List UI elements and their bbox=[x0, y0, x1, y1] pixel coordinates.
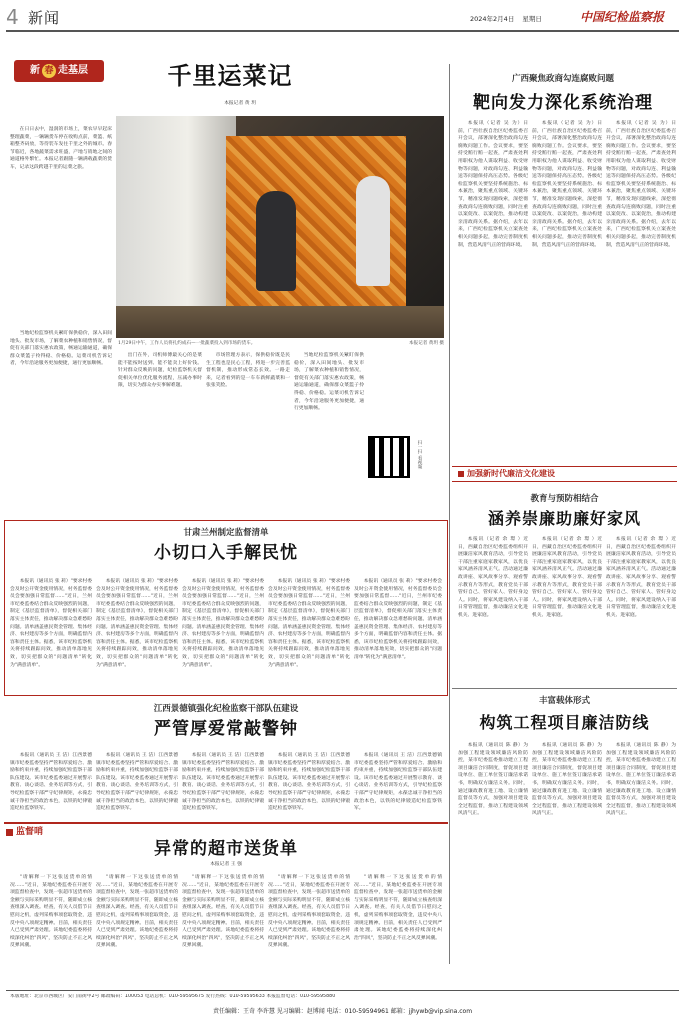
footer-rule bbox=[6, 990, 679, 991]
supervision-col3-text: "请解释一下这张送货单的情况……"近日，某地纪委监委在开展专项监督检查中，发现一张超市送货单的金额与实际采购明显不符，随即成立核查组深入调查。经查，有关人员借节日慰问之机，虚列采购事项套取资金，违反中央八项规定精神。目前，相关责任人已受到严肃处理。该地纪委监委将持续深化纠治"四风"，坚决防止不正之风反弹回潮。 bbox=[182, 875, 264, 949]
right1-kicker: 广西聚焦政商勾连腐败问题 bbox=[511, 74, 614, 84]
supervision-col2 bbox=[96, 874, 178, 972]
lead-col1-text: 在日日去中，湿润的市场上，菜农早早起床整理蔬菜，一辆辆货车停在收购点前，菜篮、纸箱整齐码放，等待装车发往千里之外的城市。春节临近，各地蔬菜需求旺盛，产地与销地之间的通道格外繁忙。本报记者跟随一辆满载蔬菜的货车，记录这段跨越千里的运菜之旅。 bbox=[10, 127, 112, 170]
jiangxi-col5 bbox=[354, 752, 442, 816]
gansu-col2-text: 本报讯（通讯员 张 莉）"要求村委会及时公开资金使用情况，村务监督委员会要加强日常监督……"近日，兰州市纪委监委结合群众反映强烈的问题，制定《基层监督清单》，督促相关部门落实主体责任，推动解决群众急难愁盼问题。清单涵盖惠民资金管理、集体经济、农村建房等多个方面，明确监督内容和责任主体。据悉，该市纪检监察机关将持续跟踪问效，推动清单落地见效，切实把群众的"问题清单"转化为"满意清单"。 bbox=[96, 579, 178, 668]
jiangxi-col1-text: 本报讯（通讯员 王 洁）江西景德镇市纪委监委坚持严管和厚爱结合、激励和约束并重，持续加强纪检监察干部队伍建设。该市纪委监委通过开展警示教育、谈心谈话、业务培训等方式，引导纪检监察干部严守纪律规矩，永葆忠诚干净担当的政治本色，以铁的纪律锻造纪检监察铁军。 bbox=[10, 753, 92, 812]
badge-right: 走基层 bbox=[58, 65, 88, 77]
banner-square-icon bbox=[458, 471, 464, 477]
lead-col1 bbox=[10, 126, 112, 326]
lead-col2-text: 出门在外，司机师傅最关心的是菜能不能按时送到、能不能卖上好价钱。针对群众反映的问题，纪检监察机关督促相关单位优化服务流程，压减办事时限，切实为群众办实事解难题。 bbox=[118, 353, 202, 389]
gansu-col5-text: 本报讯（通讯员 张 莉）"要求村委会及时公开资金使用情况，村务监督委员会要加强日常监督……"近日，兰州市纪委监委结合群众反映强烈的问题，制定《基层监督清单》，督促相关部门落实主体责任，推动解决群众急难愁盼问题。清单涵盖惠民资金管理、集体经济、农村建房等多个方面，明确监督内容和责任主体。据悉，该市纪检监察机关将持续跟踪问效，推动清单落地见效，切实把群众的"问题清单"转化为"满意清单"。 bbox=[354, 579, 442, 660]
lead-col4 bbox=[294, 352, 364, 517]
lead-byline: 本报记者 黄 玥 bbox=[224, 101, 256, 106]
lead-col3 bbox=[206, 352, 290, 517]
gansu-title: 小切口入手解民忧 bbox=[154, 543, 298, 563]
gansu-col1 bbox=[10, 578, 92, 690]
jiangxi-col5-text: 本报讯（通讯员 王 洁）江西景德镇市纪委监委坚持严管和厚爱结合、激励和约束并重，持续加强纪检监察干部队伍建设。该市纪委监委通过开展警示教育、谈心谈话、业务培训等方式，引导纪检监察干部严守纪律规矩，永葆忠诚干净担当的政治本色，以铁的纪律锻造纪检监察铁军。 bbox=[354, 753, 442, 812]
supervision-col1 bbox=[10, 874, 92, 972]
page-number: 4 bbox=[6, 5, 19, 29]
lead-col3-text: 市场管理方表示，保供稳价既是民生工程也是民心工程，将进一步完善监督机制，推动形成常态长效。一路走来，记者看到的是一车车新鲜蔬菜和一张张笑脸。 bbox=[206, 353, 290, 389]
right3-kicker: 丰富载体形式 bbox=[538, 696, 590, 706]
gansu-col4-text: 本报讯（通讯员 张 莉）"要求村委会及时公开资金使用情况，村务监督委员会要加强日常监督……"近日，兰州市纪委监委结合群众反映强烈的问题，制定《基层监督清单》，督促相关部门落实主体责任，推动解决群众急难愁盼问题。清单涵盖惠民资金管理、集体经济、农村建房等多个方面，明确监督内容和责任主体。据悉，该市纪检监察机关将持续跟踪问效，推动清单落地见效，切实把群众的"问题清单"转化为"满意清单"。 bbox=[268, 579, 350, 668]
photo-caption: 1月29日中午，工作人员将扎约成石—一批蔬菜投入到市场的货车。 bbox=[118, 341, 256, 346]
supervision-col4-text: "请解释一下这张送货单的情况……"近日，某地纪委监委在开展专项监督检查中，发现一张超市送货单的金额与实际采购明显不符，随即成立核查组深入调查。经查，有关人员借节日慰问之机，虚列采购事项套取资金，违反中央八项规定精神。目前，相关责任人已受到严肃处理。该地纪委监委将持续深化纠治"四风"，坚决防止不正之风反弹回潮。 bbox=[268, 875, 350, 949]
right1-col1-text: 本报讯（记者 吴 为）日前，广西壮族自治区纪委监委召开会议，部署深化整治政商勾连腐败问题工作。会议要求，要坚持受贿行贿一起查，严肃查处利用职权为他人谋取利益、收受财物等问题，对政商勾连、利益输送等问题保持高压态势。各级纪检监察机关要坚持系统施治、标本兼治，聚焦重点领域、关键环节，精准发现问题线索，深挖彻查政商勾连腐败问题，同时注重以案促改、以案促治，推动构建亲清政商关系。据介绍，去年以来，广西纪检监察机关立案查处相关问题多起，推动完善制度机制，营造风清气正的营商环境。 bbox=[458, 121, 528, 248]
right1-col1 bbox=[458, 120, 528, 465]
qr-caption: 扫一扫 看视频 bbox=[417, 440, 422, 470]
badge-circle: 春 bbox=[42, 64, 56, 78]
supervision-col4 bbox=[268, 874, 350, 972]
supervision-col3 bbox=[182, 874, 264, 972]
badge-left: 新 bbox=[30, 65, 40, 77]
right3-col3 bbox=[606, 742, 676, 972]
gansu-col1-text: 本报讯（通讯员 张 莉）"要求村委会及时公开资金使用情况，村务监督委员会要加强日常监督……"近日，兰州市纪委监委结合群众反映强烈的问题，制定《基层监督清单》，督促相关部门落实主体责任，推动解决群众急难愁盼问题。清单涵盖惠民资金管理、集体经济、农村建房等多个方面，明确监督内容和责任主体。据悉，该市纪检监察机关将持续跟踪问效，推动清单落地见效，切实把群众的"问题清单"转化为"满意清单"。 bbox=[10, 579, 92, 668]
lead-photo bbox=[116, 116, 444, 338]
footer-editors: 责任编辑：王奇 李许慧 见习编辑：赵博闻 电话：010-59594961 邮箱：jjhywb@vip.sina.com bbox=[212, 1008, 473, 1015]
right2-col1-text: 本报讯（记者 余 璟 ）近日，西藏自治区纪委监委组织开展廉洁家风教育活动，引导党员干部注重家庭家教家风，以优良家风涵养清风正气。活动通过廉政讲座、家风故事分享、观看警示教育片等形式，教育党员干部管好自己、管好家人、管好身边人。同时，将家风建设纳入干部日常管理监督，推动廉洁文化进机关、进家庭。 bbox=[458, 537, 528, 618]
tag-square-icon bbox=[6, 829, 13, 836]
lead-col1b-text: 当地纪检监察机关紧盯保供稳价，深入田间地头、批发市场，了解菜农种植和销售情况，督促有关部门落实惠农政策，畅通运输通道，确保群众菜篮子拎得稳、价格稳。运菜司机告诉记者，今年沿途服务更加便捷，通行更加顺畅。 bbox=[10, 331, 112, 367]
gansu-kicker: 甘肃兰州制定监督清单 bbox=[183, 528, 269, 538]
jiangxi-col2 bbox=[96, 752, 178, 816]
right2-title: 涵养崇廉助廉好家风 bbox=[487, 509, 641, 528]
jiangxi-col4 bbox=[268, 752, 350, 816]
weekday-text: 星期日 bbox=[522, 15, 542, 23]
lead-col1b bbox=[10, 330, 112, 515]
section-title: 新闻 bbox=[28, 9, 61, 27]
jiangxi-col1 bbox=[10, 752, 92, 816]
feature-badge bbox=[14, 60, 104, 82]
jiangxi-kicker: 江西景德镇强化纪检监察干部队伍建设 bbox=[153, 704, 299, 714]
date-text: 2024年2月4日 bbox=[470, 15, 515, 23]
banner-text: 加强新时代廉洁文化建设 bbox=[467, 468, 555, 478]
right2-col3-text: 本报讯（记者 余 璟 ）近日，西藏自治区纪委监委组织开展廉洁家风教育活动，引导党员干部注重家庭家教家风，以优良家风涵养清风正气。活动通过廉政讲座、家风故事分享、观看警示教育片等形式，教育党员干部管好自己、管好家人、管好身边人。同时，将家风建设纳入干部日常管理监督，推动廉洁文化进机关、进家庭。 bbox=[606, 537, 676, 618]
photo-ground bbox=[116, 306, 444, 338]
supervision-col2-text: "请解释一下这张送货单的情况……"近日，某地纪委监委在开展专项监督检查中，发现一张超市送货单的金额与实际采购明显不符，随即成立核查组深入调查。经查，有关人员借节日慰问之机，虚列采购事项套取资金，违反中央八项规定精神。目前，相关责任人已受到严肃处理。该地纪委监委将持续深化纠治"四风"，坚决防止不正之风反弹回潮。 bbox=[96, 875, 178, 949]
issue-date bbox=[470, 15, 542, 24]
right3-col3-text: 本报讯（通讯员 陈 静）为加强工程建设领域廉洁风险防控，某市纪委监委推动建立工程项目廉洁合同制度，督促项目建设单位、施工单位签订廉洁承诺书，明确双方廉洁义务。同时，通过廉政教育进工地、设立廉情监督员等方式，加强对项目建设全过程监督，推动工程建设领域风清气正。 bbox=[606, 743, 676, 817]
right2-col2-text: 本报讯（记者 余 璟 ）近日，西藏自治区纪委监委组织开展廉洁家风教育活动，引导党员干部注重家庭家教家风，以优良家风涵养清风正气。活动通过廉政讲座、家风故事分享、观看警示教育片等形式，教育党员干部管好自己、管好家人、管好身边人。同时，将家风建设纳入干部日常管理监督，推动廉洁文化进机关、进家庭。 bbox=[532, 537, 602, 618]
lead-col2 bbox=[118, 352, 202, 517]
lead-title: 千里运菜记 bbox=[167, 61, 293, 90]
footer-address: 本版地址：北京市西城区广安门南街甲2号 邮政编码：100053 电话总机：010-59595675 发行热线：010-59595633 本报监督电话：010-59595880 bbox=[10, 994, 336, 999]
right2-col2 bbox=[532, 536, 602, 686]
jiangxi-col4-text: 本报讯（通讯员 王 洁）江西景德镇市纪委监委坚持严管和厚爱结合、激励和约束并重，持续加强纪检监察干部队伍建设。该市纪委监委通过开展警示教育、谈心谈话、业务培训等方式，引导纪检监察干部严守纪律规矩，永葆忠诚干净担当的政治本色，以铁的纪律锻造纪检监察铁军。 bbox=[268, 753, 350, 812]
right3-col2 bbox=[532, 742, 602, 972]
jiangxi-col2-text: 本报讯（通讯员 王 洁）江西景德镇市纪委监委坚持严管和厚爱结合、激励和约束并重，持续加强纪检监察干部队伍建设。该市纪委监委通过开展警示教育、谈心谈话、业务培训等方式，引导纪检监察干部严守纪律规矩，永葆忠诚干净担当的政治本色，以铁的纪律锻造纪检监察铁军。 bbox=[96, 753, 178, 812]
center-column-rule bbox=[449, 64, 450, 964]
photo-credit: 本报记者 黄玥 摄 bbox=[408, 341, 444, 346]
right1-col3 bbox=[606, 120, 676, 465]
photo-worker-1 bbox=[256, 191, 296, 291]
photo-truck bbox=[116, 116, 236, 338]
lead-col4-text: 当地纪检监察机关紧盯保供稳价，深入田间地头、批发市场，了解菜农种植和销售情况，督促有关部门落实惠农政策，畅通运输通道，确保群众菜篮子拎得稳、价格稳。运菜司机告诉记者，今年沿途服务更加便捷，通行更加顺畅。 bbox=[294, 353, 364, 412]
qr-code[interactable] bbox=[368, 436, 410, 478]
jiangxi-col3 bbox=[182, 752, 264, 816]
right3-col1 bbox=[458, 742, 528, 972]
header-rule bbox=[6, 30, 679, 32]
gansu-col2 bbox=[96, 578, 178, 690]
masthead: 中国纪检监察报 bbox=[580, 10, 665, 24]
gansu-col3-text: 本报讯（通讯员 张 莉）"要求村委会及时公开资金使用情况，村务监督委员会要加强日常监督……"近日，兰州市纪委监委结合群众反映强烈的问题，制定《基层监督清单》，督促相关部门落实主体责任，推动解决群众急难愁盼问题。清单涵盖惠民资金管理、集体经济、农村建房等多个方面，明确监督内容和责任主体。据悉，该市纪检监察机关将持续跟踪问效，推动清单落地见效，切实把群众的"问题清单"转化为"满意清单"。 bbox=[182, 579, 264, 668]
right1-col2-text: 本报讯（记者 吴 为）日前，广西壮族自治区纪委监委召开会议，部署深化整治政商勾连腐败问题工作。会议要求，要坚持受贿行贿一起查，严肃查处利用职权为他人谋取利益、收受财物等问题，对政商勾连、利益输送等问题保持高压态势。各级纪检监察机关要坚持系统施治、标本兼治，聚焦重点领域、关键环节，精准发现问题线索，深挖彻查政商勾连腐败问题，同时注重以案促改、以案促治，推动构建亲清政商关系。据介绍，去年以来，广西纪检监察机关立案查处相关问题多起，推动完善制度机制，营造风清气正的营商环境。 bbox=[532, 121, 602, 248]
right2-col3 bbox=[606, 536, 676, 686]
right1-title: 靶向发力深化系统治理 bbox=[473, 93, 653, 113]
right2-banner bbox=[452, 466, 677, 482]
supervision-col1-text: "请解释一下这张送货单的情况……"近日，某地纪委监委在开展专项监督检查中，发现一张超市送货单的金额与实际采购明显不符，随即成立核查组深入调查。经查，有关人员借节日慰问之机，虚列采购事项套取资金，违反中央八项规定精神。目前，相关责任人已受到严肃处理。该地纪委监委将持续深化纠治"四风"，坚决防止不正之风反弹回潮。 bbox=[10, 875, 92, 949]
photo-worker-2 bbox=[356, 176, 390, 286]
supervision-title: 异常的超市送货单 bbox=[154, 839, 298, 859]
jiangxi-col3-text: 本报讯（通讯员 王 洁）江西景德镇市纪委监委坚持严管和厚爱结合、激励和约束并重，持续加强纪检监察干部队伍建设。该市纪委监委通过开展警示教育、谈心谈话、业务培训等方式，引导纪检监察干部严守纪律规矩，永葆忠诚干净担当的政治本色，以铁的纪律锻造纪检监察铁军。 bbox=[182, 753, 264, 812]
supervision-byline: 本报记者 王 强 bbox=[210, 862, 242, 867]
right3-title: 构筑工程项目廉洁防线 bbox=[479, 713, 650, 732]
right1-col3-text: 本报讯（记者 吴 为）日前，广西壮族自治区纪委监委召开会议，部署深化整治政商勾连腐败问题工作。会议要求，要坚持受贿行贿一起查，严肃查处利用职权为他人谋取利益、收受财物等问题，对政商勾连、利益输送等问题保持高压态势。各级纪检监察机关要坚持系统施治、标本兼治，聚焦重点领域、关键环节，精准发现问题线索，深挖彻查政商勾连腐败问题，同时注重以案促改、以案促治，推动构建亲清政商关系。据介绍，去年以来，广西纪检监察机关立案查处相关问题多起，推动完善制度机制，营造风清气正的营商环境。 bbox=[606, 121, 676, 248]
right2-kicker: 教育与预防相结合 bbox=[530, 494, 599, 504]
gansu-col3 bbox=[182, 578, 264, 690]
right3-col1-text: 本报讯（通讯员 陈 静）为加强工程建设领域廉洁风险防控，某市纪委监委推动建立工程项目廉洁合同制度，督促项目建设单位、施工单位签订廉洁承诺书，明确双方廉洁义务。同时，通过廉政教育进工地、设立廉情监督员等方式，加强对项目建设全过程监督，推动工程建设领域风清气正。 bbox=[458, 743, 528, 817]
supervision-tag bbox=[6, 826, 43, 838]
gansu-col5 bbox=[354, 578, 442, 690]
supervision-rule bbox=[4, 822, 448, 824]
jiangxi-title: 严管厚爱常敲警钟 bbox=[154, 719, 298, 739]
right3-top-rule bbox=[452, 688, 677, 689]
right2-col1 bbox=[458, 536, 528, 686]
supervision-col5-text: "请解释一下这张送货单的情况……"近日，某地纪委监委在开展专项监督检查中，发现一张超市送货单的金额与实际采购明显不符，随即成立核查组深入调查。经查，有关人员借节日慰问之机，虚列采购事项套取资金，违反中央八项规定精神。目前，相关责任人已受到严肃处理。该地纪委监委将持续深化纠治"四风"，坚决防止不正之风反弹回潮。 bbox=[354, 875, 442, 941]
supervision-tag-text: 监督哨 bbox=[16, 827, 44, 837]
right1-col2 bbox=[532, 120, 602, 465]
gansu-col4 bbox=[268, 578, 350, 690]
supervision-col5 bbox=[354, 874, 442, 972]
right3-col2-text: 本报讯（通讯员 陈 静）为加强工程建设领域廉洁风险防控，某市纪委监委推动建立工程项目廉洁合同制度，督促项目建设单位、施工单位签订廉洁承诺书，明确双方廉洁义务。同时，通过廉政教育进工地、设立廉情监督员等方式，加强对项目建设全过程监督，推动工程建设领域风清气正。 bbox=[532, 743, 602, 817]
